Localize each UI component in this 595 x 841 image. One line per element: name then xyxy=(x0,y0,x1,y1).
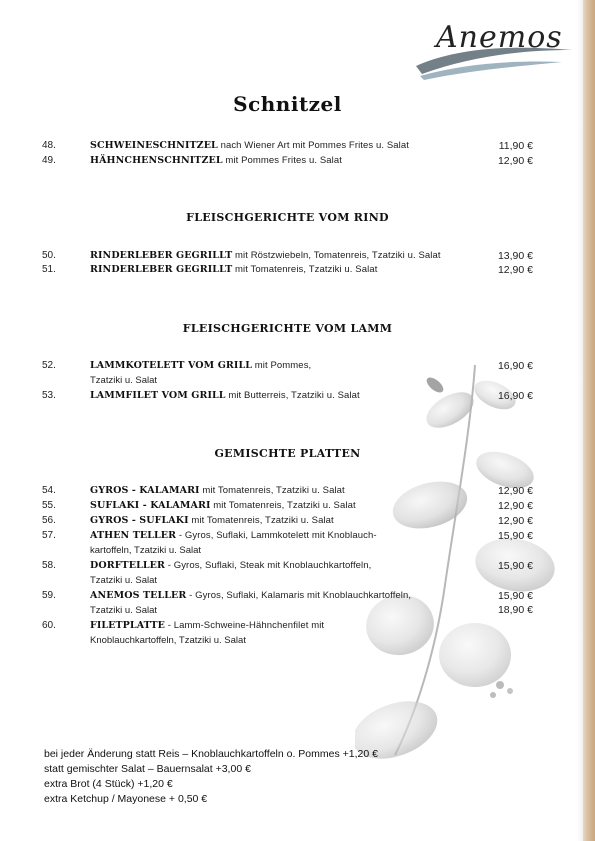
item-price: 12,90 € xyxy=(497,264,533,276)
footnote-line: extra Brot (4 Stück) +1,20 € xyxy=(44,778,173,790)
item-number: 56. xyxy=(42,515,56,526)
logo-text: Anemos xyxy=(436,20,563,55)
item-number: 49. xyxy=(42,155,56,166)
item-number: 51. xyxy=(42,264,56,275)
item-name: ATHEN TELLER - Gyros, Suflaki, Lammkotelett mit Knoblauch- xyxy=(90,530,377,541)
item-price: 11,90 € xyxy=(498,140,533,152)
item-name: DORFTELLER - Gyros, Suflaki, Steak mit Knoblauchkartoffeln, xyxy=(90,560,372,571)
item-number: 48. xyxy=(42,140,56,151)
item-description-line2: Tzatziki u. Salat xyxy=(90,575,158,586)
item-number: 53. xyxy=(42,390,56,401)
item-number: 57. xyxy=(42,530,56,541)
item-name: SUFLAKI - KALAMARI mit Tomatenreis, Tzatziki u. Salat xyxy=(90,500,356,511)
menu-item xyxy=(0,155,575,169)
item-description: mit Butterreis, Tzatziki u. Salat xyxy=(225,390,360,401)
item-number: 60. xyxy=(42,620,56,631)
item-description-line2: Knoblauchkartoffeln, Tzatziki u. Salat xyxy=(90,635,246,646)
item-description: - Lamm-Schweine-Hähnchenfilet mit xyxy=(165,620,325,631)
section-title-lamm: FLEISCHGERICHTE VOM LAMM xyxy=(182,322,393,335)
item-name: LAMMFILET VOM GRILL mit Butterreis, Tzatziki u. Salat xyxy=(90,390,360,401)
item-name: RINDERLEBER GEGRILLT mit Tomatenreis, Tzatziki u. Salat xyxy=(90,264,378,275)
item-name: RINDERLEBER GEGRILLT mit Röstzwiebeln, Tomatenreis, Tzatziki u. Salat xyxy=(90,250,441,261)
item-number: 50. xyxy=(42,250,56,261)
item-number: 54. xyxy=(42,485,56,496)
item-description: mit Tomatenreis, Tzatziki u. Salat xyxy=(199,485,345,496)
item-description-line2: Tzatziki u. Salat xyxy=(90,605,158,616)
menu-item xyxy=(0,390,575,404)
item-price: 16,90 € xyxy=(497,360,533,372)
footnote-line: extra Ketchup / Mayonese + 0,50 € xyxy=(44,793,208,805)
page-title: Schnitzel xyxy=(233,92,342,116)
item-description: - Gyros, Suflaki, Kalamaris mit Knoblauchkartoffeln, xyxy=(186,590,412,601)
menu-item xyxy=(0,500,575,514)
item-price: 18,90 € xyxy=(497,604,533,616)
item-description: - Gyros, Suflaki, Steak mit Knoblauchkartoffeln, xyxy=(164,560,372,571)
item-price: 16,90 € xyxy=(497,390,533,402)
item-description: mit Tomatenreis, Tzatziki u. Salat xyxy=(188,515,334,526)
item-description: mit Röstzwiebeln, Tomatenreis, Tzatziki u. Salat xyxy=(232,250,441,261)
item-description: mit Pommes Frites u. Salat xyxy=(222,155,342,166)
footnote-line: statt gemischter Salat – Bauernsalat +3,00 € xyxy=(44,763,251,775)
item-number: 58. xyxy=(42,560,56,571)
item-price: 12,90 € xyxy=(497,155,533,167)
item-name: GYROS - KALAMARI mit Tomatenreis, Tzatziki u. Salat xyxy=(90,485,345,496)
item-number: 52. xyxy=(42,360,56,371)
item-price: 15,90 € xyxy=(497,560,533,572)
item-price: 12,90 € xyxy=(497,515,533,527)
item-name: GYROS - SUFLAKI mit Tomatenreis, Tzatziki u. Salat xyxy=(90,515,334,526)
menu-item xyxy=(0,264,575,278)
item-description-line2: Tzatziki u. Salat xyxy=(90,375,158,386)
item-name: FILETPLATTE - Lamm-Schweine-Hähnchenfilet mit xyxy=(90,620,325,631)
item-name: SCHWEINESCHNITZEL nach Wiener Art mit Pommes Frites u. Salat xyxy=(90,140,410,151)
menu-item xyxy=(0,560,575,574)
item-name: ANEMOS TELLER - Gyros, Suflaki, Kalamaris mit Knoblauchkartoffeln, xyxy=(90,590,412,601)
menu-item xyxy=(0,515,575,529)
item-description: mit Tomatenreis, Tzatziki u. Salat xyxy=(232,264,378,275)
menu-item xyxy=(0,485,575,499)
item-number: 59. xyxy=(42,590,56,601)
anemos-logo xyxy=(412,14,577,84)
item-description: mit Tomatenreis, Tzatziki u. Salat xyxy=(210,500,356,511)
footnote-line: bei jeder Änderung statt Reis – Knoblauchkartoffeln o. Pommes +1,20 € xyxy=(44,748,378,760)
section-title-platten: GEMISCHTE PLATTEN xyxy=(214,447,361,460)
item-description-line2: kartoffeln, Tzatziki u. Salat xyxy=(90,545,202,556)
item-price: 15,90 € xyxy=(497,590,533,602)
menu-item xyxy=(0,590,575,604)
item-price: 13,90 € xyxy=(497,250,533,262)
item-name: LAMMKOTELETT VOM GRILL mit Pommes, xyxy=(90,360,312,371)
item-price: 12,90 € xyxy=(497,485,533,497)
item-name: HÄHNCHENSCHNITZEL mit Pommes Frites u. Salat xyxy=(90,155,342,166)
item-price: 12,90 € xyxy=(497,500,533,512)
item-price: 15,90 € xyxy=(497,530,533,542)
menu-item xyxy=(0,360,575,374)
menu-item xyxy=(0,140,575,154)
menu-item xyxy=(0,250,575,264)
item-number: 55. xyxy=(42,500,56,511)
menu-item xyxy=(0,530,575,544)
item-description: nach Wiener Art mit Pommes Frites u. Salat xyxy=(217,140,410,151)
item-description: - Gyros, Suflaki, Lammkotelett mit Knoblauch- xyxy=(176,530,377,541)
section-title-rind: FLEISCHGERICHTE VOM RIND xyxy=(186,211,389,224)
item-description: mit Pommes, xyxy=(252,360,312,371)
